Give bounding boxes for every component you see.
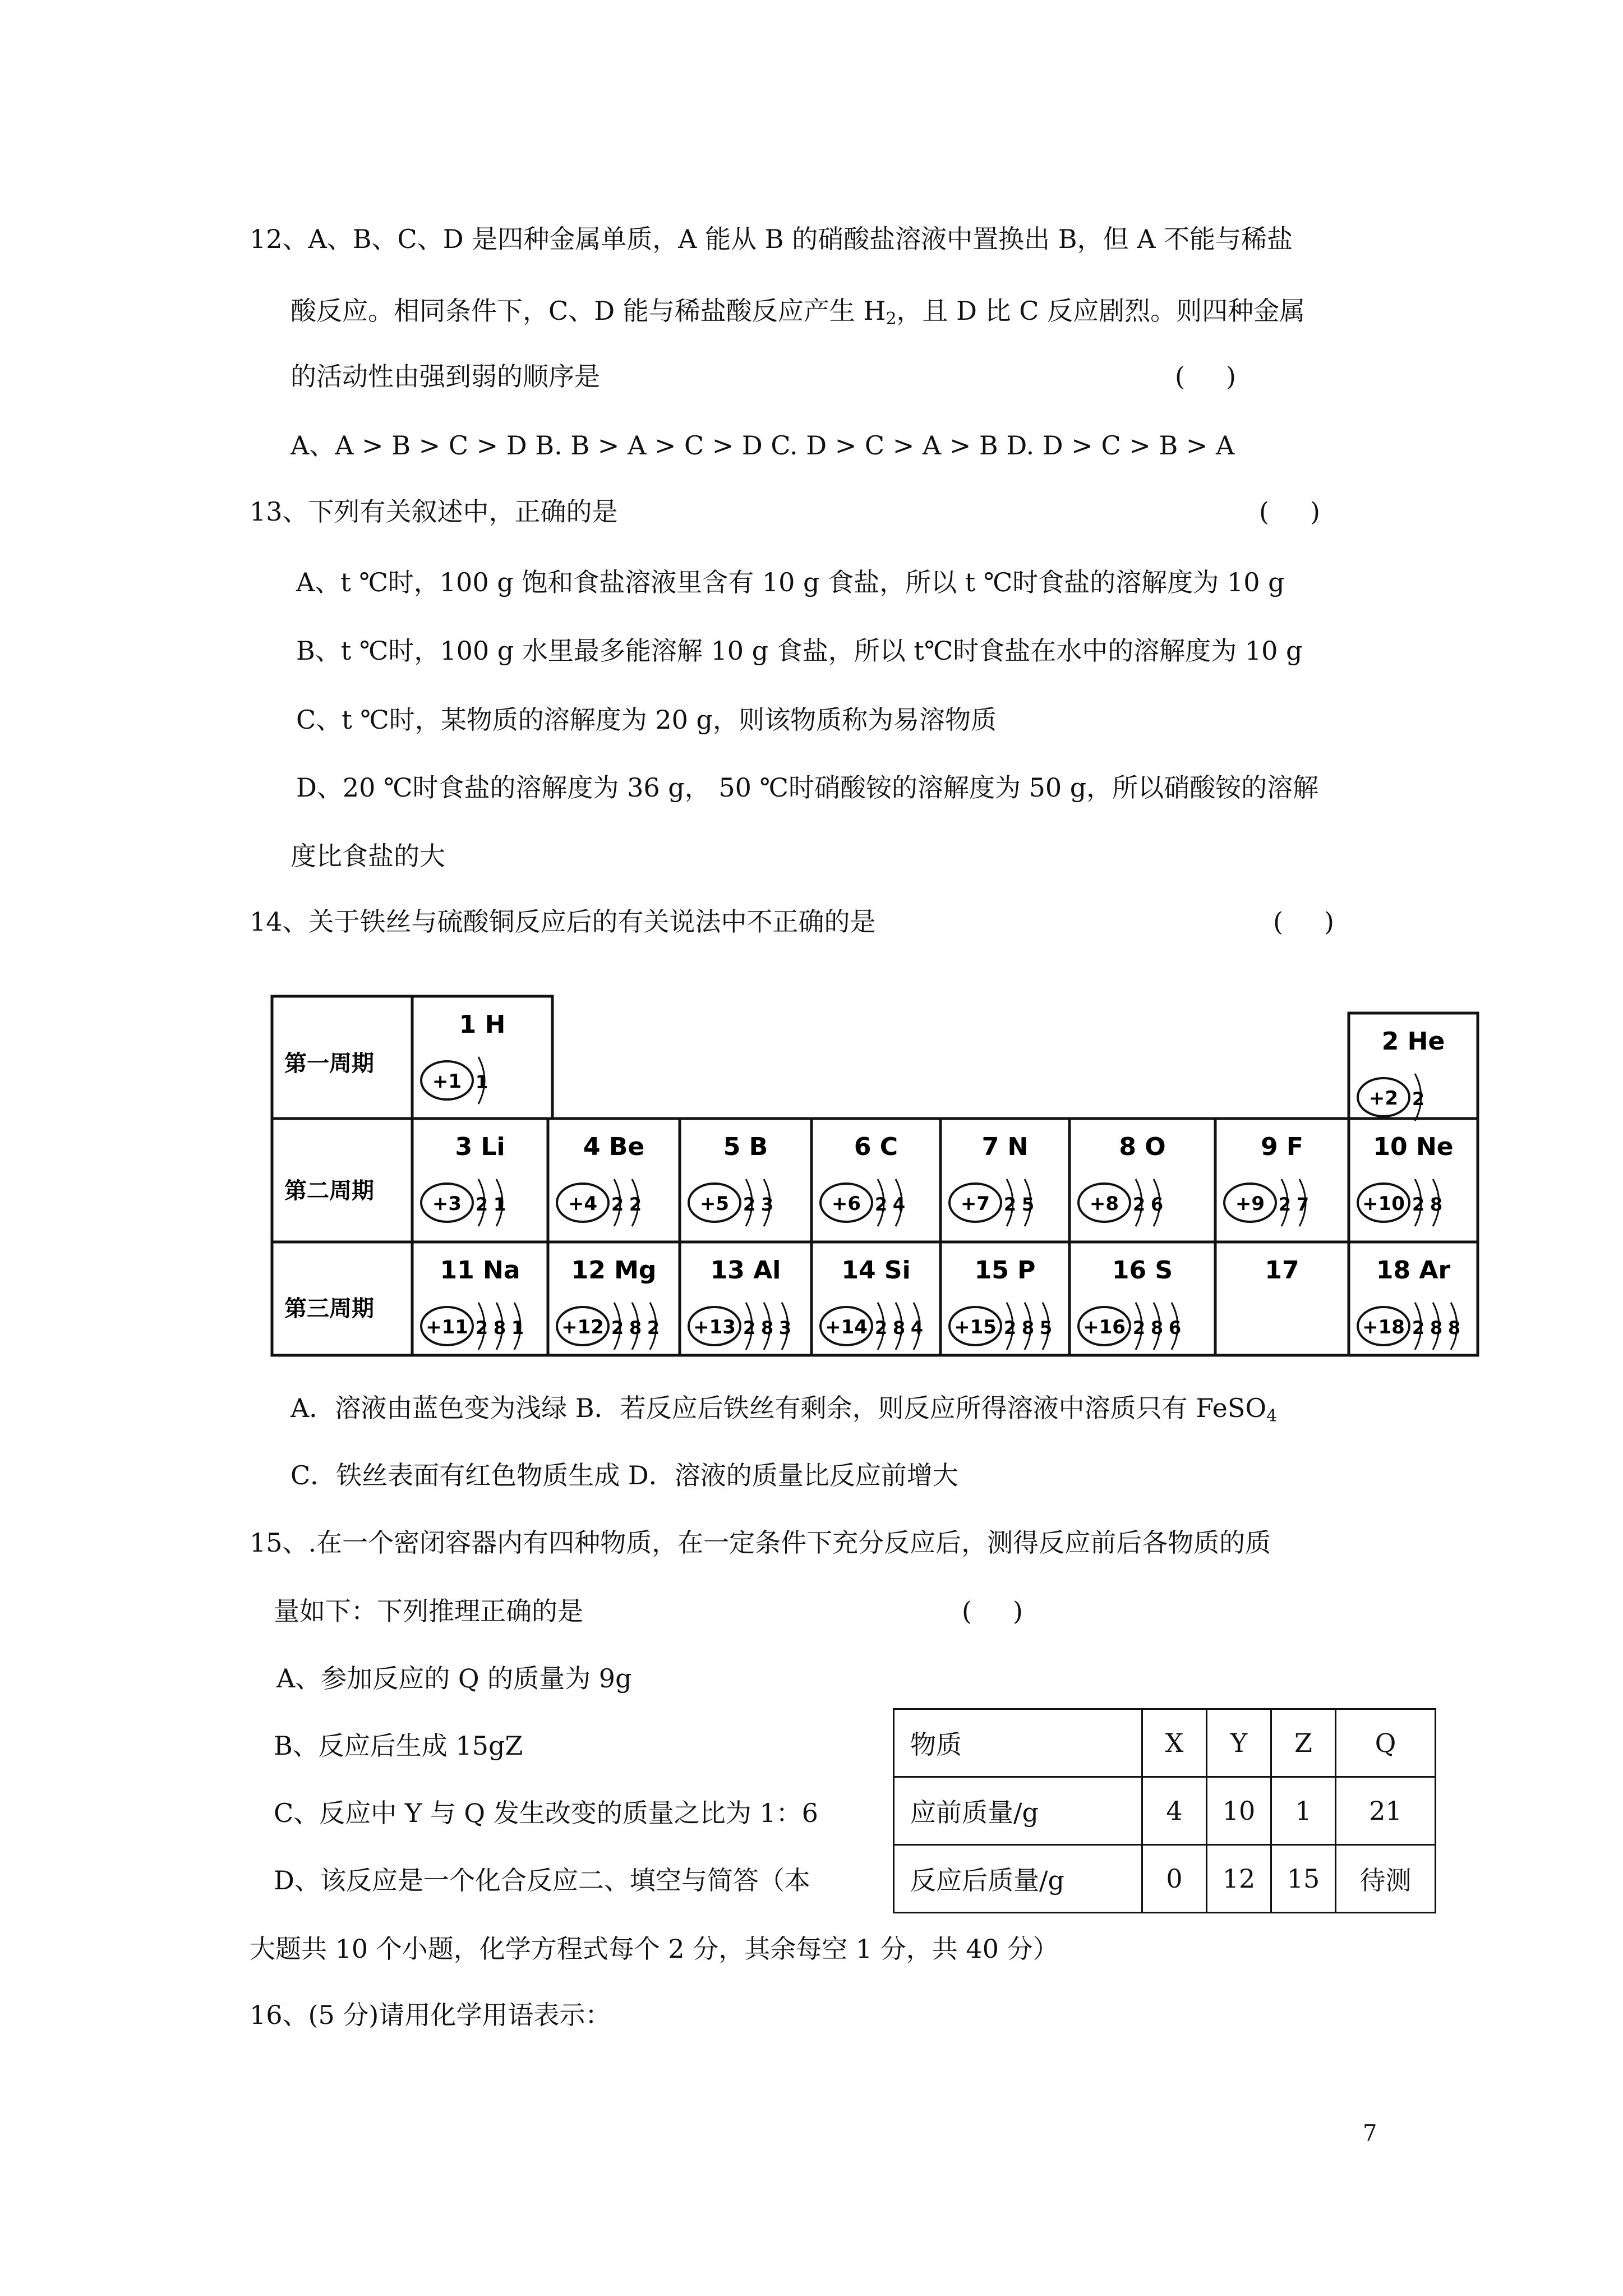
element-symbol: 12 Mg (571, 1256, 657, 1285)
q12-line1: 12、A、B、C、D 是四种金属单质，A 能从 B 的硝酸盐溶液中置换出 B，但 A 不能与稀盐 (250, 224, 1293, 254)
electron-count: 2 (1003, 1317, 1017, 1338)
period-label-1: 第一周期 (284, 1051, 374, 1076)
nucleus-charge: +7 (960, 1193, 990, 1215)
q15-option-c: C、反应中 Y 与 Q 发生改变的质量之比为 1：6 (274, 1798, 818, 1828)
electron-count: 2 (874, 1194, 888, 1215)
electron-count: 5 (1021, 1194, 1035, 1215)
electron-count: 8 (1021, 1317, 1035, 1338)
element-symbol: 16 S (1112, 1256, 1173, 1285)
section-heading: 大题共 10 个小题，化学方程式每个 2 分，其余每空 1 分，共 40 分） (250, 1934, 1059, 1964)
q14-options-ab-sub: 4 (1266, 1406, 1278, 1426)
nucleus-charge: +11 (426, 1316, 468, 1338)
element-cell-15-p (949, 1256, 1052, 1350)
electron-count: 8 (1447, 1317, 1461, 1338)
element-symbol: 15 P (974, 1256, 1036, 1285)
mass-table-header-y: Y (1207, 1709, 1271, 1777)
mass-table-row (894, 1845, 1436, 1913)
element-cell-11-na (421, 1256, 524, 1350)
q12-options: A、A > B > C > D B. B > A > C > D C. D > C > A > B D. D > C > B > A (291, 430, 1235, 461)
q13-option-b: B、t ℃时，100 g 水里最多能溶解 10 g 食盐，所以 t℃时食盐在水中的溶解度为 10 g (296, 636, 1303, 666)
mass-table-cell: 待测 (1336, 1845, 1436, 1913)
electron-count: 2 (1278, 1194, 1292, 1215)
electron-count: 6 (1168, 1317, 1182, 1338)
electron-count: 2 (743, 1194, 756, 1215)
q14-answer-paren: ( ) (1273, 907, 1335, 937)
q14-options-ab (291, 1391, 1277, 1433)
q14-options-cd: C．铁丝表面有红色物质生成 D．溶液的质量比反应前增大 (291, 1460, 958, 1490)
element-cell-14-si (820, 1256, 923, 1350)
period-label-2: 第二周期 (284, 1178, 374, 1204)
mass-table-cell: 1 (1271, 1777, 1336, 1845)
element-cell-12-mg (557, 1256, 660, 1350)
element-cell-1-h (421, 1010, 505, 1104)
electron-count: 3 (778, 1317, 792, 1338)
electron-count: 2 (629, 1194, 642, 1215)
electron-count: 3 (760, 1194, 774, 1215)
nucleus-charge: +9 (1235, 1193, 1265, 1215)
mass-table-header-substance: 物质 (894, 1709, 1142, 1777)
electron-count: 5 (1039, 1317, 1053, 1338)
q13-option-d-line2: 度比食盐的大 (291, 841, 445, 871)
q13-stem: 13、下列有关叙述中，正确的是 (250, 496, 618, 527)
electron-count: 8 (493, 1317, 506, 1338)
element-symbol: 17 (1265, 1256, 1299, 1285)
electron-count: 2 (1412, 1194, 1425, 1215)
element-symbol: 1 H (459, 1010, 506, 1039)
mass-table-header-q: Q (1336, 1709, 1436, 1777)
nucleus-charge: +5 (699, 1193, 730, 1215)
electron-count: 2 (743, 1317, 756, 1338)
electron-count: 1 (493, 1194, 506, 1215)
mass-table-cell: 反应后质量/g (894, 1845, 1142, 1913)
element-cell-18-ar (1358, 1256, 1460, 1350)
mass-table-cell: 10 (1207, 1777, 1271, 1845)
mass-table-cell: 0 (1142, 1845, 1207, 1913)
element-symbol: 10 Ne (1373, 1133, 1454, 1161)
q15-line1: 15、.在一个密闭容器内有四种物质，在一定条件下充分反应后，测得反应前后各物质的质 (250, 1527, 1271, 1558)
electron-count: 2 (874, 1317, 888, 1338)
nucleus-charge: +8 (1089, 1193, 1119, 1215)
element-cell-10-ne (1358, 1133, 1454, 1226)
element-cell-2-he (1358, 1027, 1445, 1121)
nucleus-charge: +15 (954, 1316, 997, 1338)
mass-table-header-row (894, 1709, 1436, 1777)
electron-count: 2 (475, 1317, 488, 1338)
electron-count: 2 (475, 1194, 488, 1215)
electron-count: 8 (1430, 1194, 1443, 1215)
page-number: 7 (1363, 2120, 1377, 2146)
nucleus-charge: +18 (1362, 1316, 1405, 1338)
nucleus-charge: +12 (561, 1316, 604, 1338)
element-cell-17 (1265, 1256, 1299, 1285)
electron-count: 7 (1296, 1194, 1310, 1215)
electron-count: 8 (629, 1317, 642, 1338)
mass-table (893, 1708, 1436, 1913)
mass-table-cell: 12 (1207, 1845, 1271, 1913)
nucleus-charge: +6 (831, 1193, 861, 1215)
element-symbol: 18 Ar (1376, 1256, 1451, 1285)
mass-table-cell: 21 (1336, 1777, 1436, 1845)
q12-line2-sub: 2 (886, 309, 897, 329)
q15-option-a: A、参加反应的 Q 的质量为 9g (276, 1663, 632, 1694)
q12-line2 (291, 294, 1305, 336)
electron-count: 2 (1412, 1317, 1425, 1338)
element-cell-16-s (1078, 1256, 1181, 1350)
q12-line3: 的活动性由强到弱的顺序是 (291, 361, 600, 392)
electron-count: 8 (760, 1317, 774, 1338)
q13-option-d-line1: D、20 ℃时食盐的溶解度为 36 g， 50 ℃时硝酸铵的溶解度为 50 g，所以硝酸铵的溶解 (296, 772, 1319, 803)
electron-count: 2 (647, 1317, 660, 1338)
q15-line2: 量如下：下列推理正确的是 (274, 1596, 583, 1626)
q12-line2-post: ，且 D 比 C 反应剧烈。则四种金属 (896, 296, 1306, 326)
mass-table-cell: 15 (1271, 1845, 1336, 1913)
periodic-table-figure (268, 991, 1490, 1370)
electron-count: 6 (1150, 1194, 1164, 1215)
nucleus-charge: +3 (432, 1193, 462, 1215)
nucleus-charge: +2 (1368, 1087, 1399, 1110)
electron-count: 4 (910, 1317, 924, 1338)
element-symbol: 13 Al (710, 1256, 781, 1285)
nucleus-charge: +1 (432, 1070, 462, 1093)
q16-stem: 16、(5 分)请用化学用语表示： (250, 2000, 611, 2030)
element-symbol: 7 N (981, 1133, 1029, 1161)
element-symbol: 14 Si (841, 1256, 911, 1285)
nucleus-charge: +4 (568, 1193, 598, 1215)
element-cell-6-c (820, 1133, 905, 1226)
element-cell-3-li (421, 1133, 506, 1226)
element-cell-5-b (689, 1133, 773, 1226)
mass-table-cell: 4 (1142, 1777, 1207, 1845)
element-cell-4-be (557, 1133, 644, 1226)
element-symbol: 5 B (723, 1133, 768, 1161)
electron-count: 8 (1150, 1317, 1164, 1338)
element-symbol: 8 O (1119, 1133, 1166, 1161)
electron-count: 2 (611, 1317, 624, 1338)
electron-count: 2 (1003, 1194, 1017, 1215)
electron-count: 1 (511, 1317, 524, 1338)
mass-table-header-z: Z (1271, 1709, 1336, 1777)
element-symbol: 3 Li (455, 1133, 505, 1161)
element-symbol: 9 F (1261, 1133, 1303, 1161)
electron-count: 2 (1132, 1194, 1146, 1215)
electron-count: 8 (1430, 1317, 1443, 1338)
element-symbol: 2 He (1381, 1027, 1445, 1056)
nucleus-charge: +10 (1362, 1193, 1405, 1215)
electron-count: 1 (475, 1071, 488, 1093)
electron-count: 2 (1132, 1317, 1146, 1338)
nucleus-charge: +16 (1083, 1316, 1126, 1338)
electron-count: 8 (892, 1317, 906, 1338)
electron-count: 2 (611, 1194, 624, 1215)
mass-table-row (894, 1777, 1436, 1845)
period-label-3: 第三周期 (284, 1296, 374, 1322)
element-cell-8-o (1078, 1133, 1166, 1226)
q13-option-a: A、t ℃时，100 g 饱和食盐溶液里含有 10 g 食盐，所以 t ℃时食盐的溶解度为 10 g (296, 567, 1285, 597)
element-cell-13-al (689, 1256, 791, 1350)
nucleus-charge: +14 (825, 1316, 868, 1338)
mass-table-header-x: X (1142, 1709, 1207, 1777)
q15-option-d: D、该反应是一个化合反应二、填空与简答（本 (274, 1865, 810, 1895)
q14-options-ab-pre: A．溶液由蓝色变为浅绿 B．若反应后铁丝有剩余，则反应所得溶液中溶质只有 FeSO (291, 1393, 1267, 1423)
element-cell-9-f (1224, 1133, 1309, 1226)
electron-count: 4 (892, 1194, 906, 1215)
q13-answer-paren: ( ) (1259, 496, 1321, 527)
q12-answer-paren: ( ) (1175, 361, 1237, 392)
q12-line2-pre: 酸反应。相同条件下，C、D 能与稀盐酸反应产生 H (291, 296, 886, 326)
element-symbol: 6 C (854, 1133, 898, 1161)
nucleus-charge: +13 (693, 1316, 736, 1338)
q15-answer-paren: ( ) (962, 1596, 1023, 1626)
electron-count: 2 (1412, 1088, 1425, 1110)
element-symbol: 4 Be (583, 1133, 645, 1161)
q14-stem: 14、关于铁丝与硫酸铜反应后的有关说法中不正确的是 (250, 907, 876, 937)
mass-table-cell: 应前质量/g (894, 1777, 1142, 1845)
element-cell-7-n (949, 1133, 1034, 1226)
q13-option-c: C、t ℃时，某物质的溶解度为 20 g，则该物质称为易溶物质 (296, 705, 997, 735)
periodic-table-svg (268, 991, 1490, 1370)
element-symbol: 11 Na (440, 1256, 520, 1285)
q15-option-b: B、反应后生成 15gZ (274, 1731, 523, 1761)
